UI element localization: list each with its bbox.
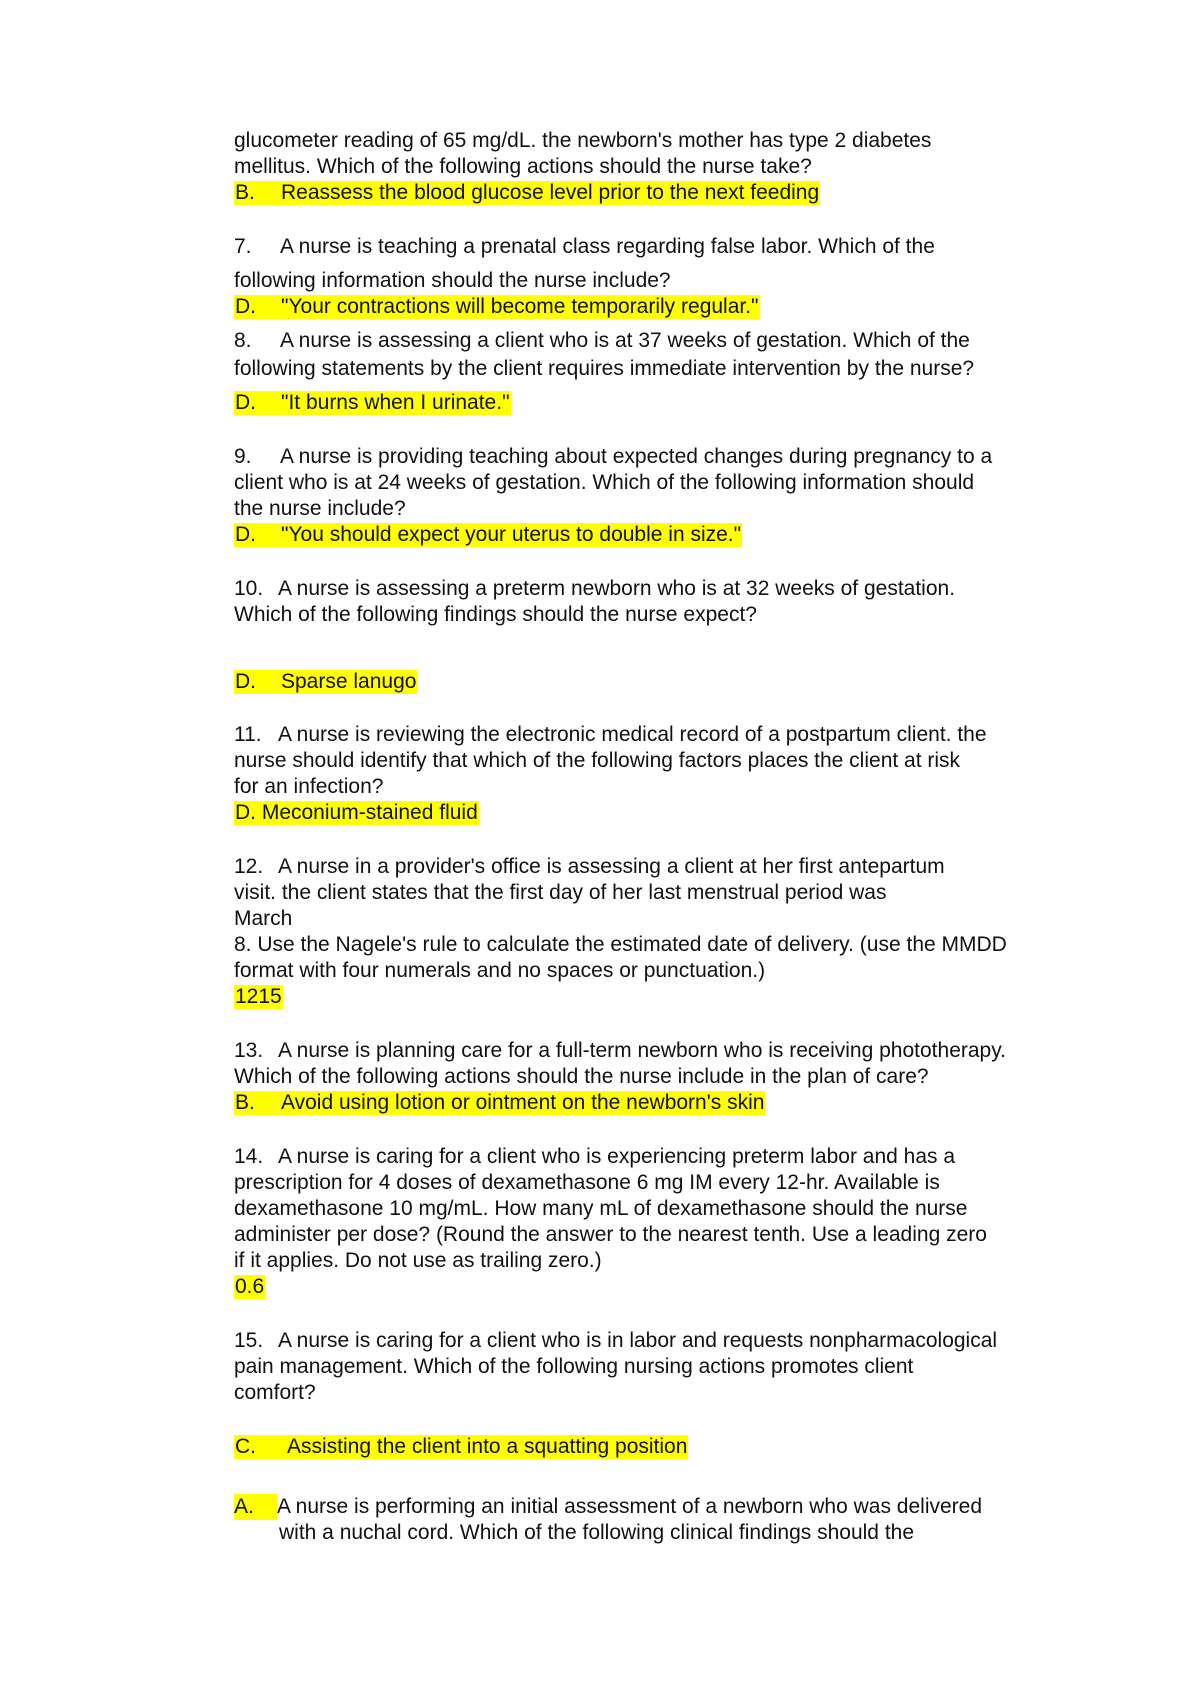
question-14-line-5: if it applies. Do not use as trailing zero.) — [234, 1249, 602, 1272]
question-15-line-1 — [234, 1328, 997, 1354]
question-number: 8. — [234, 329, 252, 352]
question-10-line-2: Which of the following findings should the nurse expect? — [234, 603, 757, 626]
question-number: 13. — [234, 1039, 264, 1062]
answer-text: Reassess the blood glucose level prior to the next feeding — [281, 181, 820, 204]
question-15-answer — [234, 1434, 688, 1460]
question-16-line-2: with a nuchal cord. Which of the following clinical findings should the — [279, 1521, 915, 1544]
question-text: A nurse is providing teaching about expected changes during pregnancy to a — [280, 445, 993, 468]
question-number: 15. — [234, 1329, 264, 1352]
question-text: A nurse is planning care for a full-term newborn who is receiving phototherapy. — [278, 1039, 1006, 1062]
question-7-line-2: following information should the nurse include? — [234, 269, 671, 292]
question-14-line-1 — [234, 1144, 955, 1170]
question-12-line-4: 8. Use the Nagele's rule to calculate the estimated date of delivery. (use the MMDD — [234, 933, 1007, 956]
answer-text: "Your contractions will become temporarily regular." — [281, 295, 759, 318]
question-6-answer — [234, 180, 820, 206]
answer-text: Sparse lanugo — [281, 670, 417, 693]
question-9-answer — [234, 522, 742, 548]
answer-letter: C. — [235, 1435, 256, 1458]
question-8-line-2: following statements by the client requires immediate intervention by the nurse? — [234, 357, 975, 380]
question-number: 12. — [234, 855, 264, 878]
question-number: A. — [234, 1494, 277, 1520]
question-11-line-1 — [234, 722, 987, 748]
question-12-line-2: visit. the client states that the first day of her last menstrual period was — [234, 881, 887, 904]
question-number: 9. — [234, 445, 252, 468]
question-9-line-2: client who is at 24 weeks of gestation. Which of the following information should — [234, 471, 975, 494]
answer-letter: B. — [235, 181, 255, 204]
question-number: 11. — [234, 723, 262, 746]
question-12-line-3: March — [234, 907, 293, 930]
question-13-line-2: Which of the following actions should the nurse include in the plan of care? — [234, 1065, 929, 1088]
question-7-answer — [234, 294, 760, 320]
answer-letter: D. — [235, 670, 256, 693]
question-number: 10. — [234, 577, 264, 600]
question-9-line-3: the nurse include? — [234, 497, 406, 520]
answer-highlight: 0.6 — [235, 1275, 265, 1298]
answer-highlight: D. Meconium-stained fluid — [235, 801, 478, 824]
question-15-line-3: comfort? — [234, 1381, 316, 1404]
answer-highlight — [234, 523, 742, 547]
question-text: A nurse in a provider's office is assessing a client at her first antepartum — [278, 855, 945, 878]
question-10-answer — [234, 669, 417, 695]
answer-letter: D. — [235, 523, 256, 546]
question-text: A nurse is caring for a client who is experiencing preterm labor and has a — [278, 1145, 956, 1168]
answer-text: Assisting the client into a squatting position — [287, 1435, 688, 1458]
question-9-line-1 — [234, 444, 992, 470]
question-6-line-2: mellitus. Which of the following actions should the nurse take? — [234, 155, 812, 178]
question-12-line-1 — [234, 854, 945, 880]
question-number: 7. — [234, 235, 252, 258]
question-text: A nurse is teaching a prenatal class regarding false labor. Which of the — [280, 235, 935, 258]
question-text: A nurse is assessing a client who is at 37 weeks of gestation. Which of the — [280, 329, 970, 352]
answer-text: Avoid using lotion or ointment on the newborn's skin — [281, 1091, 765, 1114]
question-text: A nurse is caring for a client who is in labor and requests nonpharmacological — [278, 1329, 998, 1352]
answer-highlight — [234, 670, 417, 694]
question-12-line-5: format with four numerals and no spaces or punctuation.) — [234, 959, 766, 982]
question-14-line-4: administer per dose? (Round the answer to the nearest tenth. Use a leading zero — [234, 1223, 987, 1246]
question-7-line-1 — [234, 234, 935, 260]
question-6-line-1: glucometer reading of 65 mg/dL. the newborn's mother has type 2 diabetes — [234, 129, 932, 152]
question-14-answer — [234, 1274, 265, 1300]
answer-text: "It burns when I urinate." — [281, 391, 510, 414]
answer-highlight — [234, 1091, 765, 1115]
question-14-line-3: dexamethasone 10 mg/mL. How many mL of dexamethasone should the nurse — [234, 1197, 968, 1220]
answer-letter: B. — [235, 1091, 255, 1114]
answer-text: "You should expect your uterus to double in size." — [281, 523, 742, 546]
question-10-line-1 — [234, 576, 955, 602]
question-15-line-2: pain management. Which of the following nursing actions promotes client — [234, 1355, 914, 1378]
question-text: A nurse is performing an initial assessment of a newborn who was delivered — [277, 1495, 983, 1518]
question-11-line-2: nurse should identify that which of the following factors places the client at risk — [234, 749, 961, 772]
answer-highlight — [234, 295, 760, 319]
question-text: A nurse is reviewing the electronic medical record of a postpartum client. the — [278, 723, 987, 746]
answer-highlight — [234, 1435, 688, 1459]
question-11-answer — [234, 800, 479, 826]
question-text: A nurse is assessing a preterm newborn who is at 32 weeks of gestation. — [278, 577, 956, 600]
question-11-line-3: for an infection? — [234, 775, 384, 798]
answer-highlight — [234, 391, 511, 415]
question-13-line-1 — [234, 1038, 1006, 1064]
answer-highlight — [234, 181, 820, 205]
answer-letter: D. — [235, 295, 256, 318]
question-8-answer — [234, 390, 511, 416]
answer-letter: D. — [235, 391, 256, 414]
question-number: 14. — [234, 1145, 264, 1168]
question-13-answer — [234, 1090, 765, 1116]
answer-highlight: 1215 — [235, 985, 282, 1008]
question-12-answer — [234, 984, 283, 1010]
question-16-line-1 — [234, 1494, 982, 1520]
question-14-line-2: prescription for 4 doses of dexamethasone 6 mg IM every 12-hr. Available is — [234, 1171, 940, 1194]
question-8-line-1 — [234, 328, 970, 354]
